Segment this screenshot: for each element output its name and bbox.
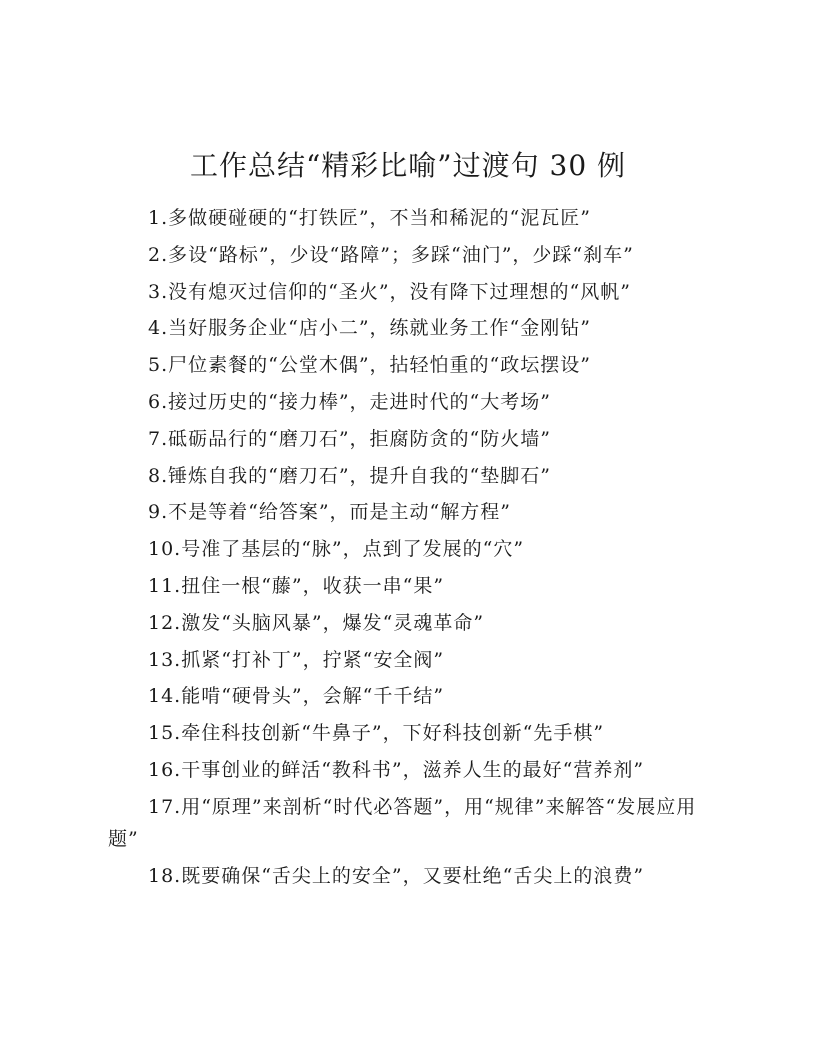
- list-item: 1.多做硬碰硬的“打铁匠”，不当和稀泥的“泥瓦匠”: [148, 207, 591, 229]
- list-item: 5.尸位素餐的“公堂木偶”，拈轻怕重的“政坛摆设”: [148, 354, 591, 377]
- list-item: 4.当好服务企业“店小二”，练就业务工作“金刚钻”: [148, 317, 591, 340]
- list-item: 9.不是等着“给答案”，而是主动“解方程”: [148, 501, 511, 524]
- list-item: 6.接过历史的“接力棒”，走进时代的“大考场”: [148, 390, 551, 413]
- list-item: 14.能啃“硬骨头”，会解“千千结”: [148, 685, 445, 708]
- list-item: 16.干事创业的鲜活“教科书”，滋养人生的最好“营养剂”: [148, 758, 645, 781]
- list-item: 11.扭住一根“藤”，收获一串“果”: [148, 574, 445, 597]
- list-item: 3.没有熄灭过信仰的“圣火”，没有降下过理想的“风帆”: [148, 280, 631, 303]
- document-title: 工作总结“精彩比喻”过渡句 30 例: [189, 149, 627, 182]
- list-item: 2.多设“路标”，少设“路障”；多踩“油门”，少踩“刹车”: [148, 243, 634, 266]
- list-item: 13.抓紧“打补丁”，拧紧“安全阀”: [148, 648, 445, 671]
- list-item: 18.既要确保“舌尖上的安全”，又要杜绝“舌尖上的浪费”: [148, 864, 645, 887]
- list-item: 8.锤炼自我的“磨刀石”，提升自我的“垫脚石”: [148, 464, 551, 487]
- list-item: 17.用“原理”来剖析“时代必答题”，用“规律”来解答“发展应用题”: [108, 795, 697, 850]
- list-item: 7.砥砺品行的“磨刀石”，拒腐防贪的“防火墙”: [148, 427, 551, 450]
- list-item: 12.激发“头脑风暴”，爆发“灵魂革命”: [148, 611, 485, 634]
- list-item: 15.牵住科技创新“牛鼻子”，下好科技创新“先手棋”: [148, 722, 605, 745]
- list-item: 10.号准了基层的“脉”，点到了发展的“穴”: [148, 538, 525, 561]
- metaphor-list: [108, 202, 718, 896]
